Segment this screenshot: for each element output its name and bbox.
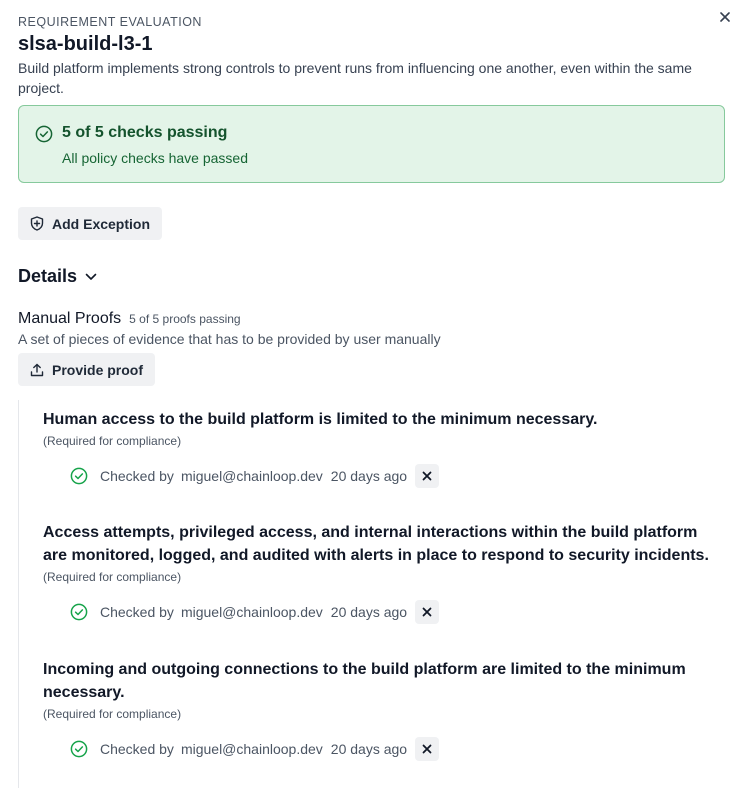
checked-time: 20 days ago bbox=[330, 604, 408, 620]
details-toggle[interactable] bbox=[18, 266, 97, 287]
proof-required-note: (Required for compliance) bbox=[43, 570, 182, 584]
proof-check-row bbox=[43, 736, 723, 762]
requirement-title: slsa-build-l3-1 bbox=[18, 33, 153, 55]
proof-check-row bbox=[43, 599, 723, 625]
remove-proof-button[interactable] bbox=[415, 737, 439, 761]
proof-item bbox=[43, 408, 723, 489]
alert-title: 5 of 5 checks passing bbox=[62, 124, 228, 141]
close-icon bbox=[422, 744, 432, 754]
proof-item bbox=[43, 658, 723, 762]
proof-list bbox=[18, 400, 724, 788]
close-icon bbox=[720, 12, 730, 22]
check-circle-icon bbox=[70, 603, 88, 621]
checked-by-label: Checked by bbox=[100, 604, 174, 620]
add-exception-label: Add Exception bbox=[52, 215, 151, 232]
checked-by-user: miguel@chainloop.dev bbox=[180, 741, 323, 757]
shield-plus-icon bbox=[30, 216, 44, 231]
provide-proof-label: Provide proof bbox=[52, 361, 144, 378]
proof-title: Access attempts, privileged access, and internal interactions within the build platform are monitored, logged, and audited with alerts in place to respond to security incidents. bbox=[43, 524, 709, 564]
manual-proofs-description: A set of pieces of evidence that has to be provided by user manually bbox=[18, 331, 441, 347]
check-circle-icon bbox=[35, 125, 53, 148]
remove-proof-button[interactable] bbox=[415, 600, 439, 624]
check-circle-icon bbox=[70, 467, 88, 485]
close-icon bbox=[422, 607, 432, 617]
requirement-description: Build platform implements strong controls to prevent runs from influencing one another, even within the same project. bbox=[18, 60, 692, 96]
checked-by-label: Checked by bbox=[100, 468, 174, 484]
checks-status-alert bbox=[18, 105, 725, 183]
upload-icon bbox=[30, 363, 44, 377]
add-exception-button[interactable] bbox=[18, 207, 162, 240]
proof-title: Incoming and outgoing connections to the build platform are limited to the minimum necessary. bbox=[43, 661, 686, 701]
checked-by-user: miguel@chainloop.dev bbox=[180, 468, 323, 484]
proof-title: Human access to the build platform is limited to the minimum necessary. bbox=[43, 411, 598, 428]
close-button[interactable] bbox=[716, 8, 734, 26]
close-icon bbox=[422, 471, 432, 481]
remove-proof-button[interactable] bbox=[415, 464, 439, 488]
checked-by-user: miguel@chainloop.dev bbox=[180, 604, 323, 620]
alert-subtitle: All policy checks have passed bbox=[62, 150, 248, 166]
checked-time: 20 days ago bbox=[330, 741, 408, 757]
manual-proofs-count: 5 of 5 proofs passing bbox=[129, 312, 241, 326]
check-circle-icon bbox=[70, 740, 88, 758]
details-label: Details bbox=[18, 266, 78, 286]
manual-proofs-header bbox=[18, 310, 241, 328]
proof-item bbox=[43, 521, 723, 625]
checked-time: 20 days ago bbox=[330, 468, 408, 484]
provide-proof-button[interactable] bbox=[18, 353, 155, 386]
proof-required-note: (Required for compliance) bbox=[43, 434, 182, 448]
chevron-down-icon bbox=[85, 273, 97, 281]
checked-by-label: Checked by bbox=[100, 741, 174, 757]
proof-check-row bbox=[43, 463, 723, 489]
proof-required-note: (Required for compliance) bbox=[43, 707, 182, 721]
panel-eyebrow: REQUIREMENT EVALUATION bbox=[18, 15, 202, 29]
manual-proofs-title: Manual Proofs bbox=[18, 310, 122, 327]
